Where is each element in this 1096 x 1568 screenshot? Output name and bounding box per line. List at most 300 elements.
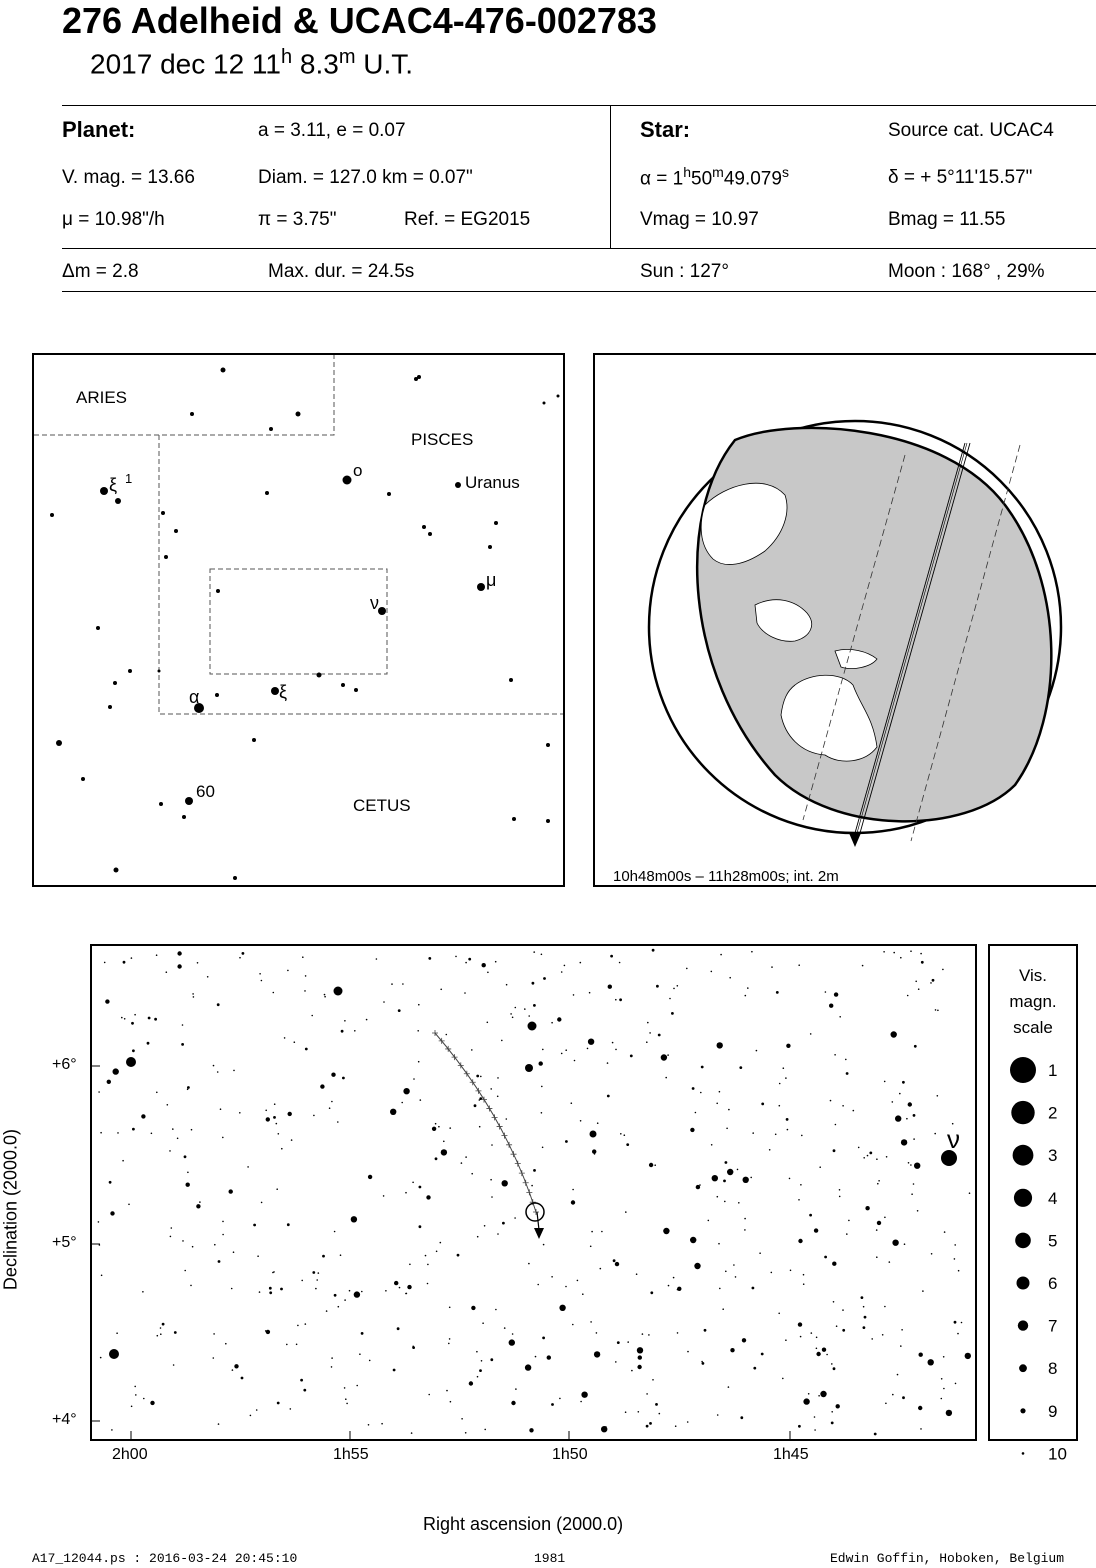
field-star <box>344 1387 346 1389</box>
field-star <box>895 1115 901 1121</box>
field-star <box>495 961 497 963</box>
field-star <box>542 1337 545 1340</box>
field-star <box>638 1355 642 1359</box>
field-star <box>958 1270 960 1272</box>
field-star <box>304 990 306 992</box>
field-star <box>891 1031 897 1037</box>
field-star <box>744 1218 746 1220</box>
field-star <box>147 1042 150 1045</box>
field-star <box>745 995 747 997</box>
field-star <box>615 1262 619 1266</box>
field-star <box>435 1123 437 1125</box>
field-star <box>957 1333 959 1335</box>
field-star <box>649 1163 653 1167</box>
field-star <box>334 1294 337 1297</box>
field-star <box>782 1378 784 1380</box>
field-star <box>839 1016 841 1018</box>
finder-star <box>296 412 301 417</box>
field-star <box>182 1240 184 1242</box>
field-star <box>157 1335 159 1337</box>
field-star <box>892 1394 894 1396</box>
field-star <box>761 1103 764 1106</box>
field-star <box>383 1195 385 1197</box>
field-star <box>582 1293 584 1295</box>
field-star <box>739 1066 742 1069</box>
field-star <box>580 1401 582 1403</box>
field-star <box>661 1054 667 1060</box>
field-star <box>390 1109 396 1115</box>
field-star <box>269 1287 272 1290</box>
field-star <box>476 1351 478 1353</box>
field-star <box>446 1034 448 1036</box>
field-star <box>883 951 885 953</box>
field-star <box>673 1277 675 1279</box>
field-star <box>122 1160 124 1162</box>
field-star <box>187 1086 190 1089</box>
field-star <box>455 956 457 958</box>
field-star <box>356 1385 358 1387</box>
field-star <box>677 1332 679 1334</box>
field-star <box>284 1037 286 1039</box>
field-star <box>867 1155 869 1157</box>
field-star <box>842 1105 844 1107</box>
finder-star <box>557 395 560 398</box>
field-star <box>627 1341 629 1343</box>
field-star <box>771 966 773 968</box>
globe-canvas <box>595 355 1096 885</box>
ra-prefix: α = 1 <box>640 168 684 190</box>
field-star <box>181 1043 184 1046</box>
field-star <box>541 1112 543 1114</box>
field-star <box>722 1308 724 1310</box>
field-star <box>750 1177 752 1179</box>
field-star <box>160 1327 162 1329</box>
bright-field-star <box>109 1349 119 1359</box>
field-star <box>331 1101 333 1103</box>
legend-magnitude-label: 8 <box>1048 1359 1058 1379</box>
field-star <box>814 1416 816 1418</box>
field-star <box>624 1134 626 1136</box>
field-star <box>305 975 307 977</box>
field-star <box>877 1221 881 1225</box>
finder-star <box>543 402 546 405</box>
field-star <box>190 1285 192 1287</box>
field-star <box>450 1401 452 1403</box>
field-star <box>716 1103 718 1105</box>
field-star <box>199 1201 201 1203</box>
field-star <box>954 1258 956 1260</box>
field-star <box>647 1022 649 1024</box>
field-star <box>779 1083 781 1085</box>
field-star <box>172 1128 174 1130</box>
field-star <box>156 1092 158 1094</box>
finder-star <box>252 738 256 742</box>
field-star <box>658 1034 661 1037</box>
field-star <box>402 983 404 985</box>
field-star <box>589 992 591 994</box>
field-star <box>354 1291 360 1297</box>
field-star <box>695 1112 697 1114</box>
field-star <box>761 1353 764 1356</box>
field-star <box>376 958 378 960</box>
finder-star <box>546 743 550 747</box>
legend-scale <box>990 946 1076 1464</box>
field-star <box>720 954 722 956</box>
field-star <box>878 1180 880 1182</box>
legend-title-line2: magn. <box>1009 992 1057 1011</box>
field-star <box>276 1123 278 1125</box>
field-star <box>318 1272 320 1274</box>
field-star <box>539 1061 543 1065</box>
field-star <box>899 1093 901 1095</box>
field-star <box>334 1231 336 1233</box>
x-axis-label: Right ascension (2000.0) <box>423 1514 624 1534</box>
field-star <box>944 1231 946 1233</box>
field-star <box>594 1351 600 1357</box>
field-star <box>528 1015 530 1017</box>
field-star <box>701 1361 703 1363</box>
field-star <box>490 1088 492 1090</box>
field-star <box>524 1008 526 1010</box>
track-tick <box>475 1088 481 1094</box>
track-tick <box>523 1180 529 1186</box>
field-star <box>218 1423 220 1425</box>
legend-magnitude-dot <box>1017 1277 1030 1290</box>
field-star <box>834 992 838 996</box>
field-star <box>207 976 209 978</box>
time-suffix: U.T. <box>355 48 414 80</box>
field-star <box>785 1077 787 1079</box>
field-star <box>690 1237 696 1243</box>
field-star <box>725 1161 728 1164</box>
field-star <box>151 1133 153 1135</box>
field-star <box>173 1364 175 1366</box>
finder-star <box>378 607 386 615</box>
field-star <box>587 1048 589 1050</box>
legend-magnitude-dot <box>1014 1189 1032 1207</box>
field-star <box>394 1281 398 1285</box>
legend-magnitude-dot <box>1011 1101 1034 1124</box>
field-star <box>573 994 575 996</box>
finder-star <box>509 678 513 682</box>
field-star <box>871 1338 873 1340</box>
field-star <box>502 1222 505 1225</box>
field-star <box>340 1254 342 1256</box>
field-star <box>471 1306 475 1310</box>
field-star <box>354 1030 356 1032</box>
field-star <box>642 1333 644 1335</box>
field-star <box>465 962 467 964</box>
field-star <box>853 1110 855 1112</box>
field-star <box>511 1401 515 1405</box>
finder-star <box>114 868 119 873</box>
field-star <box>528 1263 530 1265</box>
label-mu: μ <box>486 570 497 590</box>
field-star <box>877 1183 879 1185</box>
field-star <box>490 1358 493 1361</box>
field-star <box>514 1217 516 1219</box>
field-star <box>786 1044 790 1048</box>
field-star <box>312 1271 315 1274</box>
field-star <box>225 1343 227 1345</box>
xtick-label-1h45: 1h45 <box>773 1446 809 1463</box>
finder-star <box>269 427 273 431</box>
field-star <box>311 1015 313 1017</box>
field-star <box>648 1334 650 1336</box>
planet-reference: Ref. = EG2015 <box>404 209 531 230</box>
field-star <box>287 1223 290 1226</box>
finder-stars <box>50 368 560 881</box>
ytick-label-5: +5° <box>52 1234 77 1251</box>
field-star <box>359 1353 361 1355</box>
field-star <box>836 1404 840 1408</box>
field-star <box>941 1398 943 1400</box>
xtick-label-1h55: 1h55 <box>333 1446 369 1463</box>
field-star <box>863 1157 865 1159</box>
field-star <box>675 1425 677 1427</box>
field-star <box>361 1332 364 1335</box>
field-star <box>800 1184 802 1186</box>
event-datetime <box>90 46 413 80</box>
field-star <box>315 1288 317 1290</box>
legend-title-line3: scale <box>1013 1018 1053 1037</box>
field-star <box>497 1096 499 1098</box>
field-star <box>405 1293 407 1295</box>
field-star <box>842 1309 844 1311</box>
field-star <box>612 1042 614 1044</box>
field-star <box>876 1158 878 1160</box>
field-star <box>303 1389 306 1392</box>
field-star <box>600 1268 602 1270</box>
moon-info: Moon : 168° , 29% <box>888 261 1045 282</box>
field-star <box>753 1367 756 1370</box>
field-star <box>398 1009 401 1012</box>
field-star <box>291 1139 293 1141</box>
ra-minute-unit: m <box>712 164 724 180</box>
field-star <box>98 1091 100 1093</box>
field-star <box>832 1262 836 1266</box>
field-star <box>491 1144 493 1146</box>
track-tick <box>486 1105 492 1111</box>
field-star <box>171 1227 173 1229</box>
field-star <box>196 1204 200 1208</box>
field-star <box>786 1118 789 1121</box>
field-stars <box>98 949 971 1436</box>
field-star <box>368 1424 370 1426</box>
field-star <box>515 1007 517 1009</box>
field-star <box>811 1332 813 1334</box>
field-star <box>213 1357 215 1359</box>
field-star <box>261 1202 263 1204</box>
field-star <box>690 1128 694 1132</box>
field-star <box>740 1416 743 1419</box>
field-star <box>561 971 563 973</box>
field-star <box>649 1422 652 1425</box>
field-star <box>509 1339 515 1345</box>
legend-magnitude-label: 4 <box>1048 1188 1058 1208</box>
finder-star <box>108 705 112 709</box>
field-star <box>418 1004 420 1006</box>
field-star <box>752 1132 754 1134</box>
field-star <box>726 1128 728 1130</box>
field-star <box>700 1092 702 1094</box>
field-star <box>479 1369 482 1372</box>
legend-title-line1: Vis. <box>1018 966 1048 985</box>
star-declination: δ = + 5°11'15.57" <box>888 167 1033 188</box>
field-star <box>250 1415 252 1417</box>
field-star <box>910 1164 912 1166</box>
finder-star <box>215 693 219 697</box>
field-star <box>234 1364 238 1368</box>
field-star <box>305 1323 307 1325</box>
field-star <box>542 1049 544 1051</box>
field-star <box>656 985 659 988</box>
field-star <box>412 1182 414 1184</box>
field-star <box>346 1403 348 1405</box>
field-star <box>941 1378 943 1380</box>
field-star <box>954 1321 957 1324</box>
field-star <box>337 1121 339 1123</box>
field-star <box>480 1076 482 1078</box>
field-star <box>547 1355 551 1359</box>
field-star <box>397 1327 400 1330</box>
field-star <box>131 1022 134 1025</box>
field-star <box>177 1138 179 1140</box>
field-star <box>928 1359 934 1365</box>
field-star <box>969 1192 971 1194</box>
field-star <box>220 1108 222 1110</box>
field-star <box>907 995 909 997</box>
field-star <box>702 1362 705 1365</box>
field-star <box>829 1004 833 1008</box>
finder-star <box>233 876 237 880</box>
field-star <box>482 1322 484 1324</box>
field-star <box>638 1411 640 1413</box>
field-star <box>809 1214 812 1217</box>
field-star <box>884 1306 886 1308</box>
xtick-label-2h00: 2h00 <box>112 1446 148 1463</box>
field-star <box>313 1115 315 1117</box>
field-star <box>401 1102 403 1104</box>
field-star <box>174 1331 177 1334</box>
field-star <box>551 1022 553 1024</box>
field-star <box>342 1077 345 1080</box>
footer-file: A17_12044.ps : 2016-03-24 20:45:10 <box>32 1551 298 1566</box>
field-star <box>551 1276 553 1278</box>
field-star <box>484 1225 486 1227</box>
field-star <box>141 1114 145 1118</box>
field-star <box>649 1032 651 1034</box>
field-star <box>650 1291 653 1294</box>
field-star <box>922 1290 924 1292</box>
field-star <box>166 971 168 973</box>
track-tick <box>511 1151 517 1157</box>
finder-star <box>164 555 168 559</box>
field-star <box>477 1376 479 1378</box>
finder-star <box>216 589 220 593</box>
field-star <box>193 996 195 998</box>
field-star <box>405 1192 407 1194</box>
field-star <box>391 983 393 985</box>
magnitude-legend <box>988 944 1078 1464</box>
field-star <box>471 1049 473 1051</box>
field-star <box>588 1039 594 1045</box>
field-star <box>919 1353 923 1357</box>
field-star <box>619 998 622 1001</box>
field-star <box>728 1386 730 1388</box>
field-star <box>701 1066 704 1069</box>
field-star <box>438 1126 440 1128</box>
field-star <box>441 1149 447 1155</box>
field-star <box>419 1225 422 1228</box>
field-star <box>148 1017 151 1020</box>
planet-parallax: π = 3.75" <box>258 209 337 230</box>
field-star <box>592 1149 596 1153</box>
field-star <box>504 1327 506 1329</box>
field-star <box>366 1019 368 1021</box>
field-star <box>529 1428 533 1432</box>
field-star <box>345 1398 347 1400</box>
field-star <box>184 1155 187 1158</box>
field-star <box>737 1169 739 1171</box>
track-tick <box>519 1170 525 1176</box>
field-star <box>440 989 442 991</box>
field-star <box>810 1033 812 1035</box>
bright-field-star <box>126 1057 136 1067</box>
field-star <box>789 1178 791 1180</box>
field-star <box>132 1128 135 1131</box>
field-star <box>889 1261 891 1263</box>
field-star <box>816 1348 818 1350</box>
field-star <box>943 1388 945 1390</box>
field-star <box>533 951 535 953</box>
field-star <box>846 1072 849 1075</box>
field-star <box>132 1049 135 1052</box>
field-star <box>495 1309 497 1311</box>
field-star <box>779 1105 781 1107</box>
track-tick <box>497 1123 503 1129</box>
field-star <box>565 1286 567 1288</box>
field-star <box>501 1040 503 1042</box>
finder-star <box>182 815 186 819</box>
field-star <box>596 1332 598 1334</box>
finder-star <box>174 529 178 533</box>
field-star <box>128 1204 130 1206</box>
field-star <box>425 1255 427 1257</box>
magnitude-drop: Δm = 2.8 <box>62 261 139 282</box>
field-star <box>717 1042 723 1048</box>
finder-star <box>271 687 279 695</box>
field-star <box>154 1018 157 1021</box>
field-star <box>326 1310 328 1312</box>
field-star <box>294 1041 296 1043</box>
field-star <box>256 1409 258 1411</box>
field-star <box>673 988 675 990</box>
field-star <box>747 987 749 989</box>
field-star <box>954 1244 956 1246</box>
field-star <box>803 1274 805 1276</box>
field-star <box>412 1346 414 1348</box>
field-star <box>744 1229 746 1231</box>
field-star <box>266 1117 270 1121</box>
field-star <box>288 1112 292 1116</box>
field-star <box>798 1425 801 1428</box>
field-star <box>124 1018 126 1020</box>
field-star <box>822 1348 826 1352</box>
field-star <box>361 1291 363 1293</box>
field-star <box>874 1433 877 1436</box>
field-star <box>712 1175 718 1181</box>
